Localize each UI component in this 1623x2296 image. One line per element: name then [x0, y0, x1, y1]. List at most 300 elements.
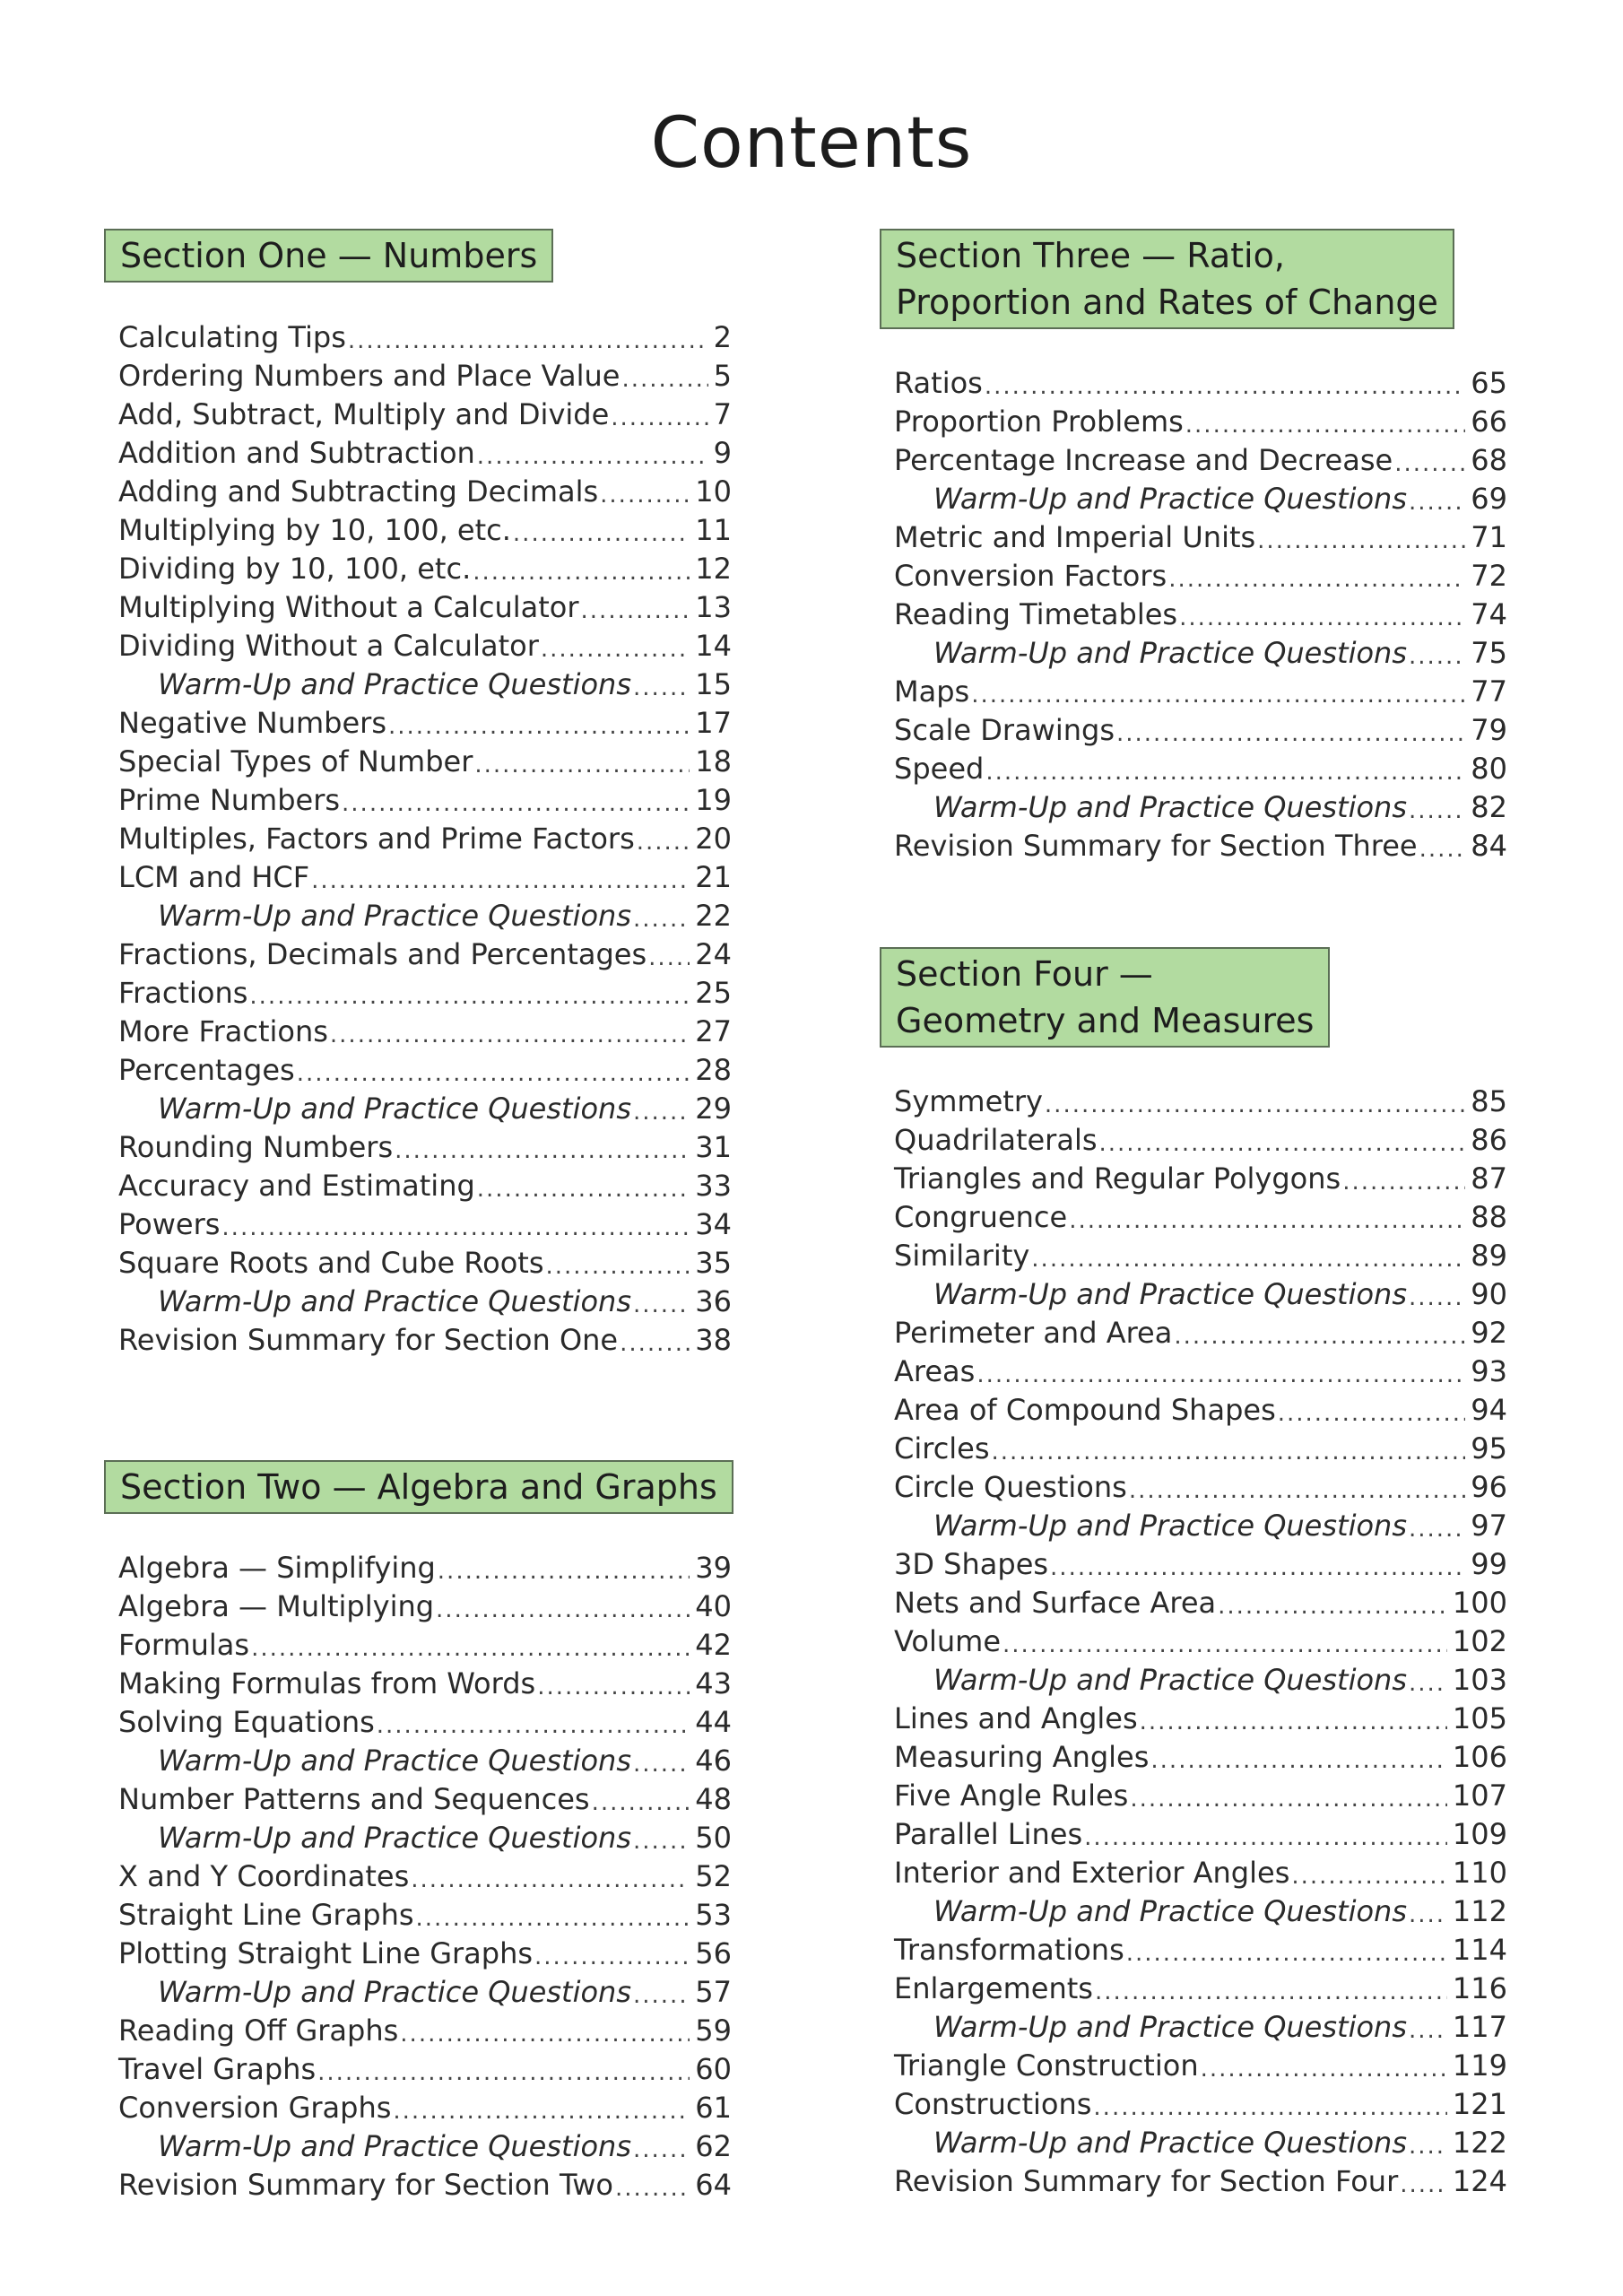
- toc-entry-page-number: 38: [695, 1323, 732, 1357]
- toc-entry: [894, 711, 1507, 750]
- section-header-line: Section One — Numbers: [120, 236, 538, 275]
- toc-entry-title: Lines and Angles: [894, 1700, 1140, 1738]
- toc-entry-title: Triangles and Regular Polygons: [894, 1160, 1342, 1198]
- dot-leader: [1129, 1468, 1465, 1507]
- dot-leader: [615, 2166, 690, 2205]
- toc-entry-practice: [894, 1275, 1507, 1314]
- section-header-two: [104, 1460, 733, 1514]
- toc-entry-title: 3D Shapes: [894, 1545, 1050, 1584]
- toc-entry-practice: [894, 1661, 1507, 1700]
- toc-entry: [118, 1013, 732, 1051]
- toc-entry-title: Speed: [894, 750, 985, 788]
- dot-leader: [1342, 1160, 1465, 1198]
- dot-leader: [633, 2127, 690, 2166]
- toc-entry-title: Proportion Problems: [894, 403, 1185, 441]
- toc-entry-title: Symmetry: [894, 1083, 1045, 1121]
- toc-entry-title: Warm-Up and Practice Questions: [894, 1507, 1409, 1545]
- toc-entry-title: Algebra — Simplifying: [118, 1549, 438, 1587]
- dot-leader: [330, 1013, 690, 1051]
- toc-entry-practice: [118, 2127, 732, 2166]
- toc-entry-title: Multiplying Without a Calculator: [118, 588, 581, 627]
- dot-leader: [534, 1935, 690, 1973]
- toc-entry: [894, 673, 1507, 711]
- toc-entry-page-number: 18: [695, 744, 732, 778]
- toc-entry-title: Circle Questions: [894, 1468, 1129, 1507]
- dot-leader: [477, 1167, 690, 1205]
- toc-entry-title: Volume: [894, 1622, 1002, 1661]
- toc-entry-title: Revision Summary for Section Three: [894, 827, 1419, 865]
- toc-entry-title: Fractions: [118, 974, 249, 1013]
- dot-leader: [1168, 557, 1465, 596]
- toc-entry-page-number: 44: [695, 1705, 732, 1739]
- toc-entry-page-number: 119: [1452, 2048, 1507, 2083]
- toc-entry-title: Enlargements: [894, 1970, 1095, 2008]
- toc-entry: [118, 974, 732, 1013]
- toc-entry-title: Revision Summary for Section Four: [894, 2162, 1400, 2201]
- toc-entry-title: Travel Graphs: [118, 2050, 317, 2089]
- toc-entry-title: Plotting Straight Line Graphs: [118, 1935, 534, 1973]
- toc-entry-page-number: 20: [695, 822, 732, 856]
- toc-entry: [894, 1314, 1507, 1352]
- toc-entry-page-number: 68: [1471, 443, 1507, 477]
- dot-leader: [1409, 634, 1465, 673]
- toc-entry: [118, 396, 732, 434]
- section-header-line: Section Three — Ratio,: [896, 236, 1285, 275]
- toc-entry: [894, 441, 1507, 480]
- toc-entry-page-number: 103: [1452, 1663, 1507, 1697]
- toc-entry-page-number: 43: [695, 1666, 732, 1700]
- dot-leader: [416, 1896, 690, 1935]
- toc-entry-page-number: 14: [695, 629, 732, 663]
- toc-entry-title: Warm-Up and Practice Questions: [894, 634, 1409, 673]
- toc-entry-title: Multiples, Factors and Prime Factors: [118, 820, 637, 858]
- toc-entry-title: Measuring Angles: [894, 1738, 1150, 1777]
- dot-leader: [1126, 1931, 1447, 1970]
- toc-entry-page-number: 40: [695, 1589, 732, 1623]
- toc-entry-practice: [894, 1892, 1507, 1931]
- dot-leader: [592, 1780, 690, 1819]
- dot-leader: [633, 665, 690, 704]
- toc-entry: [894, 1970, 1507, 2008]
- toc-entry: [894, 1622, 1507, 1661]
- toc-entry: [118, 1626, 732, 1665]
- dot-leader: [581, 588, 690, 627]
- section-header-line: Proportion and Rates of Change: [896, 283, 1438, 322]
- toc-entry-title: Square Roots and Cube Roots: [118, 1244, 546, 1283]
- toc-entry: [118, 2050, 732, 2089]
- toc-entry: [894, 1160, 1507, 1198]
- toc-entry-page-number: 5: [713, 359, 732, 393]
- toc-entry-page-number: 124: [1452, 2164, 1507, 2198]
- toc-entry-practice: [118, 1090, 732, 1128]
- dot-leader: [1409, 1275, 1465, 1314]
- dot-leader: [1291, 1854, 1447, 1892]
- toc-entry-page-number: 59: [695, 2013, 732, 2048]
- dot-leader: [648, 935, 690, 974]
- toc-entry-page-number: 85: [1471, 1084, 1507, 1118]
- dot-leader: [1419, 827, 1466, 865]
- section-header-line: Geometry and Measures: [896, 1001, 1315, 1040]
- dot-leader: [1179, 596, 1465, 634]
- toc-entry-practice: [118, 1283, 732, 1321]
- toc-entry-page-number: 48: [695, 1782, 732, 1816]
- toc-entry: [118, 1167, 732, 1205]
- toc-entry-practice: [894, 1507, 1507, 1545]
- toc-entry-practice: [894, 2124, 1507, 2162]
- dot-leader: [1069, 1198, 1465, 1237]
- toc-entry-title: Formulas: [118, 1626, 251, 1665]
- toc-entry-title: Similarity: [894, 1237, 1031, 1275]
- toc-entry-page-number: 117: [1452, 2010, 1507, 2044]
- toc-entry-title: Algebra — Multiplying: [118, 1587, 436, 1626]
- toc-entry-title: Prime Numbers: [118, 781, 342, 820]
- toc-entry-title: Warm-Up and Practice Questions: [118, 1283, 633, 1321]
- toc-entry: [894, 1391, 1507, 1430]
- toc-entry: [118, 1205, 732, 1244]
- toc-entry-title: Number Patterns and Sequences: [118, 1780, 592, 1819]
- toc-entry: [118, 1857, 732, 1896]
- toc-entry-title: Rounding Numbers: [118, 1128, 395, 1167]
- toc-entry-page-number: 79: [1471, 713, 1507, 747]
- toc-entry: [894, 1700, 1507, 1738]
- dot-leader: [1002, 1622, 1447, 1661]
- dot-leader: [546, 1244, 690, 1283]
- toc-entry-page-number: 80: [1471, 752, 1507, 786]
- dot-leader: [1174, 1314, 1465, 1352]
- toc-entry-practice: [118, 1742, 732, 1780]
- dot-leader: [992, 1430, 1466, 1468]
- toc-entry-title: Perimeter and Area: [894, 1314, 1174, 1352]
- toc-entry-title: Warm-Up and Practice Questions: [118, 1819, 633, 1857]
- section-header-three: [880, 229, 1454, 329]
- toc-entry-page-number: 7: [713, 397, 732, 431]
- section-header-four: [880, 947, 1330, 1048]
- toc-entry-title: Area of Compound Shapes: [894, 1391, 1278, 1430]
- toc-entry-title: Warm-Up and Practice Questions: [118, 665, 633, 704]
- toc-entry-page-number: 35: [695, 1246, 732, 1280]
- dot-leader: [388, 704, 690, 743]
- section-header-line: Section Four —: [896, 954, 1153, 994]
- toc-entry: [118, 588, 732, 627]
- dot-leader: [477, 434, 708, 473]
- dot-leader: [537, 1665, 690, 1703]
- toc-entry: [894, 2085, 1507, 2124]
- toc-entry-title: Negative Numbers: [118, 704, 388, 743]
- toc-entry: [118, 743, 732, 781]
- toc-entry-title: Add, Subtract, Multiply and Divide: [118, 396, 611, 434]
- toc-entry: [118, 858, 732, 897]
- toc-entry-title: Maps: [894, 673, 971, 711]
- toc-entry-page-number: 22: [695, 899, 732, 933]
- toc-entry: [118, 2012, 732, 2050]
- toc-entry-page-number: 122: [1452, 2126, 1507, 2160]
- toc-entry: [118, 1321, 732, 1360]
- toc-entry-page-number: 52: [695, 1859, 732, 1893]
- dot-leader: [637, 820, 690, 858]
- dot-leader: [513, 511, 690, 550]
- toc-entry-title: Solving Equations: [118, 1703, 377, 1742]
- toc-entry-title: Revision Summary for Section One: [118, 1321, 620, 1360]
- toc-entry-title: Reading Timetables: [894, 596, 1179, 634]
- toc-entry-page-number: 82: [1471, 790, 1507, 824]
- toc-entry-page-number: 99: [1471, 1547, 1507, 1581]
- toc-entry-page-number: 77: [1471, 674, 1507, 709]
- toc-entry: [894, 1121, 1507, 1160]
- dot-leader: [438, 1549, 690, 1587]
- toc-entry-practice: [118, 897, 732, 935]
- toc-entry: [118, 1587, 732, 1626]
- toc-entry-title: LCM and HCF: [118, 858, 311, 897]
- toc-entry: [894, 1237, 1507, 1275]
- dot-leader: [221, 1205, 690, 1244]
- toc-entry-page-number: 121: [1452, 2087, 1507, 2121]
- toc-entry-title: Dividing Without a Calculator: [118, 627, 541, 665]
- toc-entry-page-number: 17: [695, 706, 732, 740]
- toc-entry-page-number: 72: [1471, 559, 1507, 593]
- toc-entry-practice: [118, 1973, 732, 2012]
- dot-leader: [600, 473, 690, 511]
- dot-leader: [249, 974, 690, 1013]
- toc-entry-title: Ratios: [894, 364, 985, 403]
- dot-leader: [621, 357, 707, 396]
- toc-entry-page-number: 89: [1471, 1239, 1507, 1273]
- dot-leader: [985, 750, 1465, 788]
- toc-entry-title: Warm-Up and Practice Questions: [894, 1661, 1409, 1700]
- dot-leader: [251, 1626, 690, 1665]
- dot-leader: [1130, 1777, 1447, 1815]
- toc-entry: [118, 1935, 732, 1973]
- toc-entry-page-number: 75: [1471, 636, 1507, 670]
- toc-entry: [118, 1665, 732, 1703]
- dot-leader: [377, 1703, 690, 1742]
- toc-entry-title: Parallel Lines: [894, 1815, 1084, 1854]
- toc-entry: [894, 518, 1507, 557]
- toc-entry-page-number: 62: [695, 2129, 732, 2163]
- dot-leader: [971, 673, 1465, 711]
- toc-entry-page-number: 71: [1471, 520, 1507, 554]
- dot-leader: [1409, 2008, 1447, 2047]
- dot-leader: [1045, 1083, 1465, 1121]
- toc-entry-title: Quadrilaterals: [894, 1121, 1099, 1160]
- toc-entry-page-number: 105: [1452, 1701, 1507, 1735]
- toc-entry-page-number: 36: [695, 1284, 732, 1318]
- toc-entry-page-number: 64: [695, 2168, 732, 2202]
- toc-entry-page-number: 33: [695, 1169, 732, 1203]
- toc-entry: [894, 1584, 1507, 1622]
- toc-entry: [118, 935, 732, 974]
- dot-leader: [633, 1973, 690, 2012]
- dot-leader: [311, 858, 690, 897]
- toc-entry-title: Making Formulas from Words: [118, 1665, 537, 1703]
- toc-entry-page-number: 84: [1471, 829, 1507, 863]
- toc-entry-page-number: 12: [695, 552, 732, 586]
- toc-entry-page-number: 114: [1452, 1933, 1507, 1967]
- dot-leader: [1150, 1738, 1447, 1777]
- toc-entry-title: Interior and Exterior Angles: [894, 1854, 1291, 1892]
- toc-entry: [894, 364, 1507, 403]
- toc-entry-practice: [894, 480, 1507, 518]
- dot-leader: [541, 627, 690, 665]
- toc-entry-page-number: 116: [1452, 1971, 1507, 2005]
- toc-entry-page-number: 34: [695, 1207, 732, 1241]
- dot-leader: [1095, 1970, 1447, 2008]
- toc-entry: [118, 2166, 732, 2205]
- dot-leader: [400, 2012, 690, 2050]
- toc-entry-title: Constructions: [894, 2085, 1093, 2124]
- toc-entry-page-number: 42: [695, 1628, 732, 1662]
- toc-entry-page-number: 19: [695, 783, 732, 817]
- dot-leader: [393, 2089, 690, 2127]
- toc-entry-title: Conversion Factors: [894, 557, 1168, 596]
- toc-entry: [894, 827, 1507, 865]
- toc-entry-page-number: 69: [1471, 482, 1507, 516]
- toc-entry-page-number: 2: [713, 320, 732, 354]
- toc-entry-title: Warm-Up and Practice Questions: [118, 897, 633, 935]
- toc-entry: [894, 2162, 1507, 2201]
- toc-entry-page-number: 46: [695, 1744, 732, 1778]
- toc-entry: [894, 596, 1507, 634]
- toc-entry: [894, 557, 1507, 596]
- toc-entry: [118, 1244, 732, 1283]
- toc-entry: [894, 1198, 1507, 1237]
- toc-entry: [894, 1083, 1507, 1121]
- dot-leader: [1278, 1391, 1466, 1430]
- toc-entry: [118, 318, 732, 357]
- toc-entry-page-number: 93: [1471, 1354, 1507, 1388]
- toc-entry: [894, 1468, 1507, 1507]
- toc-entry-page-number: 57: [695, 1975, 732, 2009]
- dot-leader: [474, 743, 690, 781]
- toc-entry: [118, 1549, 732, 1587]
- toc-entry-page-number: 90: [1471, 1277, 1507, 1311]
- toc-entry-page-number: 66: [1471, 404, 1507, 439]
- dot-leader: [342, 781, 690, 820]
- toc-entry-title: Percentages: [118, 1051, 297, 1090]
- toc-entry-page-number: 24: [695, 937, 732, 971]
- toc-entry: [118, 357, 732, 396]
- toc-entry-title: Warm-Up and Practice Questions: [894, 1275, 1409, 1314]
- dot-leader: [611, 396, 707, 434]
- toc-entry-title: Revision Summary for Section Two: [118, 2166, 615, 2205]
- toc-entry-title: Circles: [894, 1430, 992, 1468]
- dot-leader: [633, 1090, 690, 1128]
- toc-entry: [118, 550, 732, 588]
- toc-entry-title: Five Angle Rules: [894, 1777, 1130, 1815]
- toc-entry-title: Ordering Numbers and Place Value: [118, 357, 621, 396]
- dot-leader: [1394, 441, 1465, 480]
- toc-entry: [118, 1896, 732, 1935]
- toc-entry: [894, 1854, 1507, 1892]
- toc-entry-title: Addition and Subtraction: [118, 434, 477, 473]
- dot-leader: [395, 1128, 690, 1167]
- toc-entry-page-number: 53: [695, 1898, 732, 1932]
- dot-leader: [633, 1742, 690, 1780]
- dot-leader: [1140, 1700, 1447, 1738]
- toc-entry-page-number: 10: [695, 474, 732, 509]
- toc-entry-title: Warm-Up and Practice Questions: [118, 1973, 633, 2012]
- dot-leader: [1050, 1545, 1465, 1584]
- toc-entry-page-number: 28: [695, 1053, 732, 1087]
- toc-entry-page-number: 9: [713, 436, 732, 470]
- toc-entry-title: Special Types of Number: [118, 743, 474, 781]
- dot-leader: [1409, 2124, 1447, 2162]
- section-entries-one: [118, 318, 732, 1360]
- toc-entry-page-number: 13: [695, 590, 732, 624]
- toc-entry-page-number: 86: [1471, 1123, 1507, 1157]
- toc-entry-page-number: 106: [1452, 1740, 1507, 1774]
- toc-entry: [894, 2047, 1507, 2085]
- toc-entry-practice: [894, 2008, 1507, 2047]
- dot-leader: [1031, 1237, 1465, 1275]
- toc-entry-page-number: 102: [1452, 1624, 1507, 1658]
- toc-entry-page-number: 94: [1471, 1393, 1507, 1427]
- dot-leader: [1257, 518, 1465, 557]
- dot-leader: [633, 897, 690, 935]
- toc-entry: [118, 1051, 732, 1090]
- toc-entry-title: Warm-Up and Practice Questions: [894, 788, 1409, 827]
- toc-entry: [894, 1931, 1507, 1970]
- toc-entry-practice: [894, 788, 1507, 827]
- toc-entry-title: Scale Drawings: [894, 711, 1116, 750]
- toc-entry: [118, 434, 732, 473]
- section-entries-four: [894, 1083, 1507, 2201]
- toc-entry-page-number: 112: [1452, 1894, 1507, 1928]
- toc-entry: [894, 1815, 1507, 1854]
- toc-entry-title: Powers: [118, 1205, 221, 1244]
- toc-entry-page-number: 25: [695, 976, 732, 1010]
- toc-entry-practice: [118, 665, 732, 704]
- dot-leader: [1409, 788, 1465, 827]
- toc-entry: [118, 704, 732, 743]
- toc-entry-title: Conversion Graphs: [118, 2089, 393, 2127]
- toc-entry-title: Areas: [894, 1352, 976, 1391]
- dot-leader: [1409, 1892, 1447, 1931]
- toc-entry-title: Calculating Tips: [118, 318, 348, 357]
- toc-entry-page-number: 50: [695, 1821, 732, 1855]
- dot-leader: [985, 364, 1465, 403]
- toc-entry-practice: [118, 1819, 732, 1857]
- toc-entry-title: Congruence: [894, 1198, 1069, 1237]
- toc-entry-title: Warm-Up and Practice Questions: [894, 1892, 1409, 1931]
- dot-leader: [348, 318, 708, 357]
- toc-entry-page-number: 97: [1471, 1509, 1507, 1543]
- toc-entry-title: Transformations: [894, 1931, 1126, 1970]
- dot-leader: [1185, 403, 1466, 441]
- toc-entry-page-number: 88: [1471, 1200, 1507, 1234]
- toc-entry-title: X and Y Coordinates: [118, 1857, 411, 1896]
- toc-entry-title: Fractions, Decimals and Percentages: [118, 935, 648, 974]
- toc-entry: [894, 1777, 1507, 1815]
- toc-entry-page-number: 61: [695, 2091, 732, 2125]
- toc-entry-practice: [894, 634, 1507, 673]
- toc-entry-title: Straight Line Graphs: [118, 1896, 416, 1935]
- toc-entry-page-number: 65: [1471, 366, 1507, 400]
- toc-entry: [894, 1738, 1507, 1777]
- toc-entry-page-number: 100: [1452, 1586, 1507, 1620]
- page-title: Contents: [650, 103, 973, 184]
- dot-leader: [1093, 2085, 1447, 2124]
- toc-entry-page-number: 27: [695, 1014, 732, 1048]
- dot-leader: [411, 1857, 690, 1896]
- toc-entry-page-number: 39: [695, 1551, 732, 1585]
- toc-entry-page-number: 87: [1471, 1161, 1507, 1196]
- dot-leader: [633, 1283, 690, 1321]
- toc-entry-title: Warm-Up and Practice Questions: [118, 2127, 633, 2166]
- toc-entry-page-number: 15: [695, 667, 732, 701]
- dot-leader: [1409, 1507, 1465, 1545]
- dot-leader: [976, 1352, 1465, 1391]
- section-header-one: [104, 229, 553, 283]
